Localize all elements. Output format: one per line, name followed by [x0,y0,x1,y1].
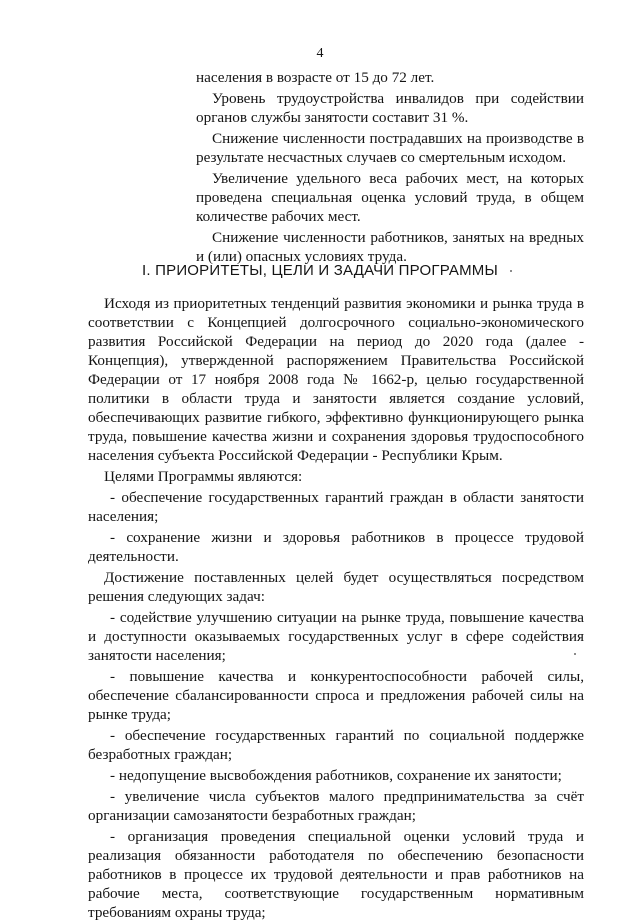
list-item: - недопущение высвобождения работников, сохранение их занятости; [110,767,562,784]
paragraph: Целями Программы являются: [104,468,303,485]
paragraph: Увеличение удельного веса рабочих мест, на которых проведена специальная оценка условий труда, в общем количестве рабочих мест. [196,170,584,225]
paragraph: Снижение численности работников, занятых на вредных и (или) опасных условиях труда. [196,229,584,265]
list-item: - обеспечение государственных гарантий граждан в области занятости населения; [88,489,584,525]
main-text-block [88,294,584,924]
page-number: 4 [316,46,324,61]
paragraph: Достижение поставленных целей будет осуществляться посредством решения следующих задач: [88,569,584,605]
paragraph: Исходя из приоритетных тенденций развития экономики и рынка труда в соответствии с Концепцией долгосрочного социально-экономического развития Российской Федерации на период до 2020 года (далее - Концепция), утвержденной распоряжением Правительства Российской Федерации от 17 ноября 2008 года № 1662-р, целью государственной политики в области труда и занятости является создание условий, обеспечивающих развитие гибкого, эффективно функционирующего рынка труда, повышение качества жизни и сохранения здоровья трудоспособного населения субъекта Российской Федерации - Республики Крым. [88,295,584,464]
list-item: - увеличение числа субъектов малого предпринимательства за счёт организации самозанятости безработных граждан; [88,788,584,824]
paragraph: Снижение численности пострадавших на производстве в результате несчастных случаев со смертельным исходом. [196,130,584,166]
section-heading: I. ПРИОРИТЕТЫ, ЦЕЛИ И ЗАДАЧИ ПРОГРАММЫ [142,262,498,279]
list-item: - повышение качества и конкурентоспособности рабочей силы, обеспечение сбалансированности спроса и предложения рабочей силы на рынке труда; [88,668,584,723]
list-item: - организация проведения специальной оценки условий труда и реализация обязанности работодателя по обеспечению безопасности работников в процессе их трудовой деятельности и прав работников на рабочие места, соответствующие государственным нормативным требованиям охраны труда; [88,828,584,921]
paragraph: Уровень трудоустройства инвалидов при содействии органов службы занятости составит 31 %. [196,90,584,126]
list-item: - обеспечение государственных гарантий по социальной поддержке безработных граждан; [88,727,584,763]
top-text-block [196,68,584,268]
scan-speck [574,653,576,655]
list-item: - сохранение жизни и здоровья работников в процессе трудовой деятельности. [88,529,584,565]
paragraph: населения в возрасте от 15 до 72 лет. [196,69,435,86]
list-item: - содействие улучшению ситуации на рынке труда, повышение качества и доступности оказываемых государственных услуг в сфере содействия занятости населения; [88,609,584,664]
scan-speck [510,270,512,272]
